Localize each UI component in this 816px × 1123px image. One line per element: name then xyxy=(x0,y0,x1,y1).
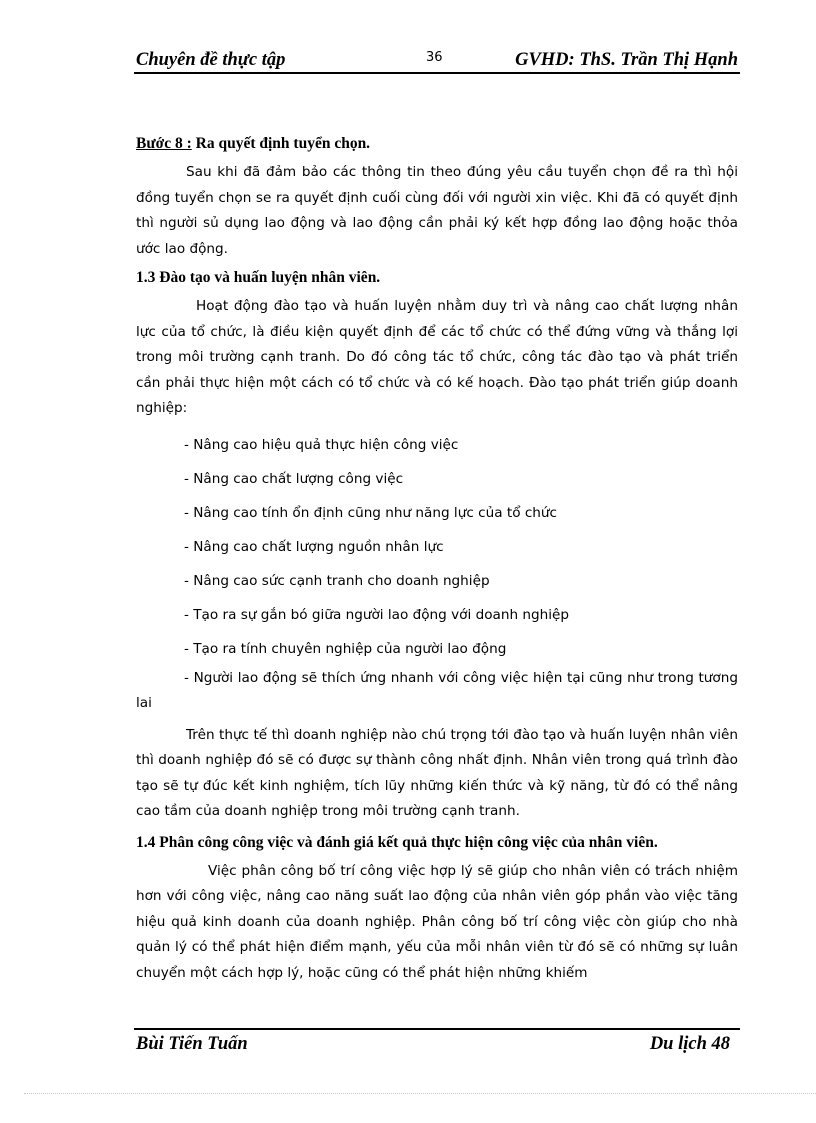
page-number: 36 xyxy=(426,50,443,65)
document-body xyxy=(136,132,738,986)
list-item: - Tạo ra sự gắn bó giữa người lao động với doanh nghiệp xyxy=(184,606,570,623)
page-footer xyxy=(134,1028,740,1058)
paragraph-4: Việc phân công bố trí công việc hợp lý sẽ giúp cho nhân viên có trách nhiệm hơn với công việc, nâng cao năng suất lao động của nhân viên góp phần vào việc tăng hiệu quả kinh doanh của doanh nghiệp. Phân công bố trí công việc còn giúp cho nhà quản lý có thể phát hiện điểm mạnh, yếu của mỗi nhân viên từ đó sẽ có những sự luân chuyển một cách hợp lý, hoặc cũng có thể phát hiện những khiếm xyxy=(136,862,738,981)
paragraph-1: Sau khi đã đảm bảo các thông tin theo đúng yêu cầu tuyển chọn đề ra thì hội đồng tuyển chọn se ra quyết định cuối cùng đối với người xin việc. Khi đã có quyết định thì người sủ dụng lao động và lao động cần phải ký kết hợp đồng lao động hoặc thỏa ước lao động. xyxy=(136,164,738,257)
footer-author: Bùi Tiến Tuấn xyxy=(136,1034,248,1054)
section-heading-1-3: 1.3 Đào tạo và huấn luyện nhân viên. xyxy=(136,269,381,286)
list-item: - Nâng cao chất lượng nguồn nhân lực xyxy=(184,538,444,555)
page-edge-divider xyxy=(24,1093,816,1094)
bullet-list xyxy=(136,428,738,717)
list-item: - Nâng cao sức cạnh tranh cho doanh nghiệp xyxy=(184,572,490,589)
page-header xyxy=(134,48,740,74)
list-item: - Tạo ra tính chuyên nghiệp của người lao động xyxy=(184,640,507,657)
section-heading-1-4: 1.4 Phân công công việc và đánh giá kết quả thực hiện công việc của nhân viên. xyxy=(136,833,658,851)
list-item: - Người lao động sẽ thích ứng nhanh với công việc hiện tại cũng như trong tương lai xyxy=(136,669,738,711)
header-title: Chuyên đề thực tập xyxy=(136,50,286,70)
paragraph-3: Trên thực tế thì doanh nghiệp nào chú trọng tới đào tạo và huấn luyện nhân viên thì doanh nghiệp đó sẽ có được sự thành công nhất định. Nhân viên trong quá trình đào tạo sẽ tự đúc kết kinh nghiệm, tích lũy những kiến thức và kỹ năng, từ đó có thể nâng cao tầm của doanh nghiệp trong môi trường cạnh tranh. xyxy=(136,726,738,819)
step8-heading xyxy=(136,132,738,156)
list-item: - Nâng cao hiệu quả thực hiện công việc xyxy=(184,436,459,453)
paragraph-2: Hoạt động đào tạo và huấn luyện nhằm duy trì và nâng cao chất lượng nhân lực của tổ chức, là điều kiện quyết định để các tổ chức có thể đứng vững và thắng lợi trong môi trường cạnh tranh. Do đó công tác tổ chức, công tác đào tạo và phát triển cần phải thực hiện một cách có tổ chức và có kế hoạch. Đào tạo phát triển giúp doanh nghiệp: xyxy=(136,298,738,416)
list-item: - Nâng cao tính ổn định cũng như năng lực của tổ chức xyxy=(184,504,558,521)
step8-label: Bước 8 : xyxy=(136,135,192,152)
footer-class: Du lịch 48 xyxy=(649,1034,730,1054)
header-supervisor: GVHD: ThS. Trần Thị Hạnh xyxy=(515,50,738,70)
list-item: - Nâng cao chất lượng công việc xyxy=(184,470,404,487)
step8-title: Ra quyết định tuyển chọn. xyxy=(191,135,371,152)
